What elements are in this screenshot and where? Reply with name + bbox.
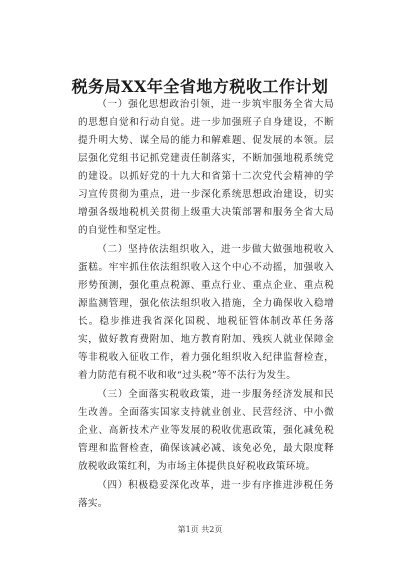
paragraph-1: （一）强化思想政治引领，进一步筑牢服务全省大局的思想自觉和行动自觉。进一步加强班子自身建设，不断提升明大势、谋全局的能力和解难题、促发展的本领。层层强化党组书记抓党建责任制落实，不断加强地税系统党的建设。以抓好党的十九大和省第十二次党代会精神的学习宣传贯彻为重点，进一步深化系统思想政治建设，切实增强各级地税机关贯彻上级重大决策部署和服务全省大局的自觉性和坚定性。 bbox=[78, 99, 334, 236]
document-title: 税务局XX年全省地方税收工作计划 bbox=[71, 77, 329, 96]
paragraph-4: （四）积极稳妥深化改革，进一步有序推进涉税任务落实。 bbox=[78, 480, 334, 509]
page-number-footer: 第1页 共2页 bbox=[177, 525, 223, 534]
paragraph-2: （二）坚持依法组织收入，进一步做大做强地税收入蛋糕。牢牢抓住依法组织收入这个中心不动摇，加强收入形势预测，强化重点税源、重点行业、重点企业、重点税源监测管理，强化依法组织收入措施，全力确保收入稳增长。稳步推进我省深化国税、地税征管体制改革任务落实，做好教育费附加、地方教育附加、残疾人就业保障金等非税收入征收工作，着力强化组织收入纪律监督检查，着力防范有税不收和收“过头税”等不法行为发生。 bbox=[78, 244, 334, 381]
paragraph-3: （三）全面落实税收政策，进一步服务经济发展和民生改善。全面落实国家支持就业创业、民营经济、中小微企业、高新技术产业等发展的税收优惠政策，强化减免税管理和监督检查，确保该减必减、该免必免，最大限度释放税收政策红利，为市场主体提供良好税收政策环境。 bbox=[78, 389, 334, 472]
document-body bbox=[78, 96, 334, 514]
